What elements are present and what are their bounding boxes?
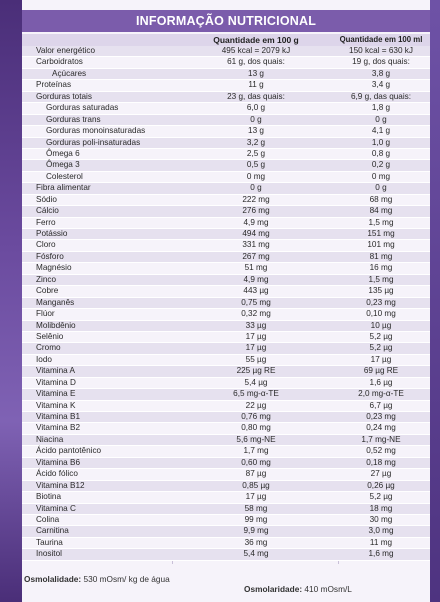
- value-per-100g: 0,85 µg: [242, 480, 270, 490]
- nutrient-label: Magnésio: [36, 263, 72, 273]
- nutrient-label: Fósforo: [36, 251, 64, 261]
- value-per-100ml: 0,8 g: [371, 148, 391, 158]
- value-per-100g: 4,9 mg: [243, 217, 269, 227]
- value-per-100ml: 5,2 µg: [369, 331, 393, 341]
- nutrient-label: Potássio: [36, 229, 68, 238]
- table-row: [22, 435, 430, 446]
- nutrient-label: Vitamina E: [36, 389, 76, 399]
- value-per-100g: 1,7 mg: [243, 446, 269, 456]
- table-row: [22, 252, 430, 263]
- table-row: [22, 275, 430, 286]
- table-row: [22, 423, 430, 434]
- panel-title: INFORMAÇÃO NUTRICIONAL: [22, 10, 430, 32]
- value-per-100g: 0,76 mg: [241, 412, 271, 421]
- value-per-100g: 11 g: [248, 80, 264, 90]
- nutrient-label: Sódio: [36, 194, 57, 204]
- table-row: [22, 195, 430, 206]
- table-row: [22, 355, 430, 366]
- nutrient-label: Ômega 3: [46, 160, 80, 170]
- value-per-100g: 58 mg: [244, 503, 268, 513]
- table-row: [22, 389, 430, 400]
- value-per-100ml: 101 mg: [367, 240, 395, 250]
- value-per-100g: 494 mg: [242, 229, 270, 238]
- value-per-100g: 443 µg: [243, 286, 269, 296]
- value-per-100ml: 4,1 g: [371, 126, 391, 136]
- value-per-100g: 276 mg: [242, 206, 270, 216]
- table-row: [22, 492, 430, 503]
- table-row: [22, 80, 430, 91]
- nutrient-label: Gorduras monoinsaturadas: [46, 126, 146, 136]
- nutrient-label: Carboidratos: [36, 57, 83, 67]
- value-per-100g: 17 µg: [245, 343, 267, 353]
- header-per-100ml: Quantidade em 100 ml: [339, 35, 423, 44]
- table-row: [22, 57, 430, 68]
- nutrient-label: Cromo: [36, 343, 61, 353]
- nutrient-label: Ômega 6: [46, 148, 80, 158]
- value-per-100ml: 5,2 µg: [369, 343, 393, 353]
- value-per-100ml: 0 g: [375, 114, 387, 124]
- table-row: [22, 412, 430, 423]
- value-per-100ml: 1,5 mg: [368, 217, 394, 227]
- table-row: [22, 332, 430, 343]
- osmolarity-label: Osmolaridade:: [244, 584, 303, 594]
- value-per-100g: 0,75 mg: [241, 297, 271, 307]
- nutrient-label: Cobre: [36, 286, 59, 296]
- nutrient-label: Biotina: [36, 492, 62, 502]
- table-row: [22, 183, 430, 194]
- nutrient-label: Iodo: [36, 354, 52, 364]
- value-per-100ml: 0,2 g: [371, 160, 391, 170]
- nutrient-label: Vitamina A: [36, 366, 75, 376]
- table-row: [22, 160, 430, 171]
- value-per-100ml: 150 kcal = 630 kJ: [349, 46, 413, 55]
- value-per-100ml: 3,0 mg: [368, 526, 394, 536]
- value-per-100ml: 1,0 g: [371, 137, 391, 147]
- value-per-100g: 0 g: [250, 114, 262, 124]
- nutrient-label: Vitamina B1: [36, 412, 80, 421]
- value-per-100ml: 1,6 µg: [369, 377, 393, 387]
- nutrient-label: Vitamina K: [36, 400, 76, 410]
- value-per-100ml: 0 g: [375, 183, 387, 193]
- value-per-100g: 17 µg: [245, 492, 267, 502]
- table-row: [22, 549, 430, 560]
- nutrient-label: Vitamina B2: [36, 423, 80, 433]
- table-row: [22, 321, 430, 332]
- value-per-100ml: 6,7 µg: [369, 400, 393, 410]
- value-per-100ml: 17 µg: [370, 354, 392, 364]
- table-row: [22, 298, 430, 309]
- nutrient-label: Zinco: [36, 274, 57, 284]
- table-row: [22, 366, 430, 377]
- table-header: [22, 34, 430, 46]
- value-per-100g: 5,4 mg: [243, 549, 269, 559]
- table-row: [22, 126, 430, 137]
- osmolality-label: Osmolalidade:: [24, 574, 82, 584]
- value-per-100ml: 135 µg: [368, 286, 394, 296]
- value-per-100g: 87 µg: [245, 469, 267, 479]
- packaging-edge-right: [430, 0, 440, 602]
- value-per-100ml: 84 mg: [369, 206, 393, 216]
- value-per-100ml: 16 mg: [369, 263, 393, 273]
- value-per-100g: 0,80 mg: [241, 423, 271, 433]
- value-per-100ml: 0,23 mg: [366, 297, 396, 307]
- footer: [22, 566, 430, 602]
- table-row: [22, 263, 430, 274]
- nutrient-label: Vitamina D: [36, 377, 76, 387]
- value-per-100ml: 6,9 g, das quais:: [350, 91, 412, 101]
- value-per-100ml: 69 µg RE: [363, 366, 399, 376]
- value-per-100g: 331 mg: [242, 240, 270, 250]
- nutrient-label: Niacina: [36, 434, 64, 444]
- nutrient-label: Proteínas: [36, 80, 72, 90]
- table-row: [22, 538, 430, 549]
- nutrient-label: Vitamina B12: [36, 480, 85, 490]
- value-per-100g: 99 mg: [244, 514, 268, 524]
- value-per-100ml: 0 mg: [371, 171, 391, 181]
- table-row: [22, 469, 430, 480]
- value-per-100g: 225 µg RE: [236, 366, 276, 376]
- value-per-100g: 55 µg: [245, 354, 267, 364]
- value-per-100ml: 0,24 mg: [366, 423, 396, 433]
- nutrient-label: Flúor: [36, 309, 55, 319]
- value-per-100ml: 5,2 µg: [369, 492, 393, 502]
- value-per-100g: 0 mg: [246, 171, 266, 181]
- nutrient-label: Ácido fólico: [36, 469, 78, 479]
- value-per-100ml: 27 µg: [370, 469, 392, 479]
- value-per-100g: 9,9 mg: [243, 526, 269, 536]
- nutrient-label: Inositol: [36, 549, 62, 559]
- table-row: [22, 92, 430, 103]
- table-row: [22, 206, 430, 217]
- value-per-100ml: 19 g, dos quais:: [352, 57, 410, 67]
- table-row: [22, 481, 430, 492]
- table-row: [22, 343, 430, 354]
- table-row: [22, 240, 430, 251]
- value-per-100ml: 0,26 µg: [367, 480, 395, 490]
- nutrient-label: Cloro: [36, 240, 56, 250]
- value-per-100g: 267 mg: [242, 251, 270, 261]
- nutrient-label: Taurina: [36, 537, 63, 547]
- osmolality-value: 530 mOsm/ kg de água: [83, 574, 170, 584]
- value-per-100g: 495 kcal = 2079 kJ: [221, 46, 291, 55]
- nutrient-label: Vitamina B6: [36, 457, 80, 467]
- header-per-100g: Quantidade em 100 g: [213, 35, 299, 45]
- value-per-100ml: 0,10 mg: [366, 309, 396, 319]
- value-per-100ml: 10 µg: [370, 320, 392, 330]
- value-per-100ml: 1,8 g: [371, 103, 391, 113]
- nutrient-label: Carnitina: [36, 526, 69, 536]
- value-per-100g: 61 g, dos quais:: [227, 57, 285, 67]
- table-row: [22, 378, 430, 389]
- value-per-100g: 5,4 µg: [244, 377, 268, 387]
- nutrient-label: Selênio: [36, 331, 64, 341]
- value-per-100ml: 1,5 mg: [368, 274, 394, 284]
- value-per-100g: 23 g, das quais:: [227, 91, 285, 101]
- value-per-100ml: 2,0 mg-α-TE: [358, 389, 404, 399]
- nutrient-label: Vitamina C: [36, 503, 76, 513]
- value-per-100ml: 0,18 mg: [366, 457, 396, 467]
- nutrient-label: Manganês: [36, 297, 75, 307]
- table-row: [22, 458, 430, 469]
- osmolarity-value: 410 mOsm/L: [304, 584, 352, 594]
- nutrient-label: Colesterol: [46, 171, 83, 181]
- nutrient-label: Cálcio: [36, 206, 59, 216]
- table-row: [22, 309, 430, 320]
- value-per-100ml: 1,7 mg-NE: [361, 434, 401, 444]
- table-row: [22, 526, 430, 537]
- value-per-100g: 4,9 mg: [243, 274, 269, 284]
- table-row: [22, 218, 430, 229]
- table-row: [22, 103, 430, 114]
- table-row: [22, 446, 430, 457]
- value-per-100g: 6,5 mg-α-TE: [233, 389, 279, 399]
- osmolality: [24, 574, 170, 584]
- value-per-100g: 2,5 g: [246, 148, 266, 158]
- nutrition-panel: [22, 0, 430, 602]
- nutrient-label: Gorduras trans: [46, 114, 101, 124]
- nutrient-label: Gorduras poli-insaturadas: [46, 137, 141, 147]
- value-per-100g: 0 g: [250, 183, 262, 193]
- value-per-100g: 36 mg: [244, 537, 268, 547]
- value-per-100ml: 18 mg: [369, 503, 393, 513]
- value-per-100g: 13 g: [248, 126, 264, 136]
- table-row: [22, 504, 430, 515]
- table-row: [22, 515, 430, 526]
- table-row: [22, 172, 430, 183]
- table-body: [22, 46, 430, 561]
- value-per-100g: 0,60 mg: [241, 457, 271, 467]
- table-row: [22, 229, 430, 240]
- value-per-100ml: 3,8 g: [371, 68, 391, 78]
- value-per-100g: 6,0 g: [246, 103, 266, 113]
- nutrient-label: Ácido pantotênico: [36, 446, 102, 456]
- table-row: [22, 138, 430, 149]
- nutrient-label: Gorduras totais: [36, 91, 92, 101]
- nutrient-label: Ferro: [36, 217, 56, 227]
- value-per-100ml: 81 mg: [369, 251, 393, 261]
- value-per-100g: 13 g: [248, 68, 264, 78]
- nutrition-table: [22, 34, 430, 561]
- table-row: [22, 69, 430, 80]
- nutrient-label: Colina: [36, 514, 60, 524]
- value-per-100ml: 1,6 mg: [368, 549, 394, 559]
- value-per-100g: 222 mg: [242, 194, 270, 204]
- value-per-100ml: 151 mg: [367, 229, 395, 238]
- nutrient-label: Molibdênio: [36, 320, 76, 330]
- table-row: [22, 286, 430, 297]
- value-per-100g: 33 µg: [245, 320, 267, 330]
- value-per-100g: 0,32 mg: [241, 309, 271, 319]
- value-per-100ml: 11 mg: [369, 537, 393, 547]
- value-per-100ml: 0,23 mg: [366, 412, 396, 421]
- value-per-100ml: 30 mg: [369, 514, 393, 524]
- nutrient-label: Fibra alimentar: [36, 183, 91, 193]
- value-per-100g: 17 µg: [245, 331, 267, 341]
- osmolarity: [244, 584, 352, 594]
- table-row: [22, 46, 430, 57]
- nutrient-label: Açúcares: [52, 68, 87, 78]
- table-row: [22, 401, 430, 412]
- table-row: [22, 115, 430, 126]
- value-per-100g: 5,6 mg-NE: [236, 434, 276, 444]
- value-per-100g: 22 µg: [245, 400, 267, 410]
- value-per-100g: 51 mg: [244, 263, 268, 273]
- value-per-100ml: 0,52 mg: [366, 446, 396, 456]
- nutrient-label: Gorduras saturadas: [46, 103, 119, 113]
- table-row: [22, 149, 430, 160]
- nutrient-label: Valor energético: [36, 46, 96, 55]
- value-per-100ml: 68 mg: [369, 194, 393, 204]
- value-per-100ml: 3,4 g: [371, 80, 391, 90]
- value-per-100g: 3,2 g: [246, 137, 266, 147]
- value-per-100g: 0,5 g: [246, 160, 266, 170]
